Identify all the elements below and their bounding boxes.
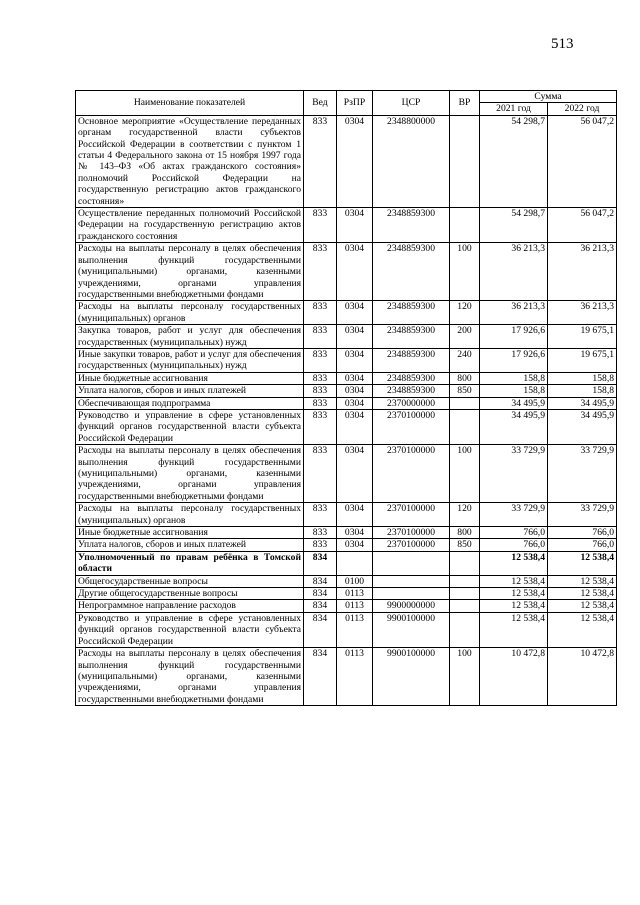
header-csr: ЦСР (373, 91, 450, 116)
row-vr: 850 (450, 539, 480, 551)
row-csr: 2370100000 (373, 409, 450, 444)
row-rzpr: 0304 (337, 372, 373, 384)
row-csr: 2370000000 (373, 397, 450, 409)
table-row (76, 612, 617, 647)
row-vr (450, 575, 480, 587)
row-sum-2022: 10 472,8 (548, 648, 617, 706)
row-sum-2021: 33 729,9 (480, 445, 548, 503)
row-rzpr: 0304 (337, 301, 373, 325)
table-row (76, 648, 617, 706)
row-csr: 2348800000 (373, 115, 450, 207)
row-sum-2021: 36 213,3 (480, 301, 548, 325)
row-rzpr: 0304 (337, 325, 373, 349)
table-row (76, 503, 617, 527)
row-rzpr: 0304 (337, 115, 373, 207)
row-ved: 833 (304, 243, 337, 301)
row-name: Уплата налогов, сборов и иных платежей (76, 539, 304, 551)
row-csr: 9900000000 (373, 600, 450, 612)
row-ved: 833 (304, 325, 337, 349)
row-name: Иные закупки товаров, работ и услуг для обеспечения государственных (муниципальных) нужд (76, 348, 304, 372)
row-vr: 100 (450, 648, 480, 706)
row-sum-2022: 34 495,9 (548, 409, 617, 444)
table-body (76, 115, 617, 705)
row-name: Уплата налогов, сборов и иных платежей (76, 385, 304, 397)
table-row (76, 372, 617, 384)
row-ved: 833 (304, 445, 337, 503)
row-sum-2021: 158,8 (480, 372, 548, 384)
row-sum-2021: 10 472,8 (480, 648, 548, 706)
row-rzpr: 0304 (337, 243, 373, 301)
row-vr (450, 397, 480, 409)
row-name: Расходы на выплаты персоналу государственных (муниципальных) органов (76, 503, 304, 527)
row-sum-2022: 158,8 (548, 372, 617, 384)
row-sum-2021: 17 926,6 (480, 348, 548, 372)
row-name: Обеспечивающая подпрограмма (76, 397, 304, 409)
row-rzpr: 0304 (337, 503, 373, 527)
row-vr: 120 (450, 503, 480, 527)
row-sum-2021: 34 495,9 (480, 397, 548, 409)
row-sum-2021: 12 538,4 (480, 600, 548, 612)
row-ved: 834 (304, 551, 337, 575)
row-csr: 2370100000 (373, 503, 450, 527)
row-ved: 833 (304, 539, 337, 551)
row-vr (450, 600, 480, 612)
row-sum-2021: 766,0 (480, 539, 548, 551)
row-csr (373, 551, 450, 575)
row-ved: 834 (304, 612, 337, 647)
row-csr: 2370100000 (373, 445, 450, 503)
row-sum-2021: 36 213,3 (480, 243, 548, 301)
row-name: Непрограммное направление расходов (76, 600, 304, 612)
row-csr: 9900100000 (373, 648, 450, 706)
row-rzpr: 0304 (337, 397, 373, 409)
row-name: Расходы на выплаты персоналу в целях обеспечения выполнения функций государственными (муниципальными) органами, казенными учреждениями, органами управления государственными внебюджетными фондами (76, 648, 304, 706)
row-sum-2021: 12 538,4 (480, 612, 548, 647)
header-year-2021: 2021 год (480, 103, 548, 115)
row-csr: 2348859300 (373, 372, 450, 384)
row-sum-2022: 33 729,9 (548, 503, 617, 527)
row-csr: 2348859300 (373, 325, 450, 349)
row-vr: 100 (450, 445, 480, 503)
row-vr: 120 (450, 301, 480, 325)
table-row (76, 551, 617, 575)
row-ved: 834 (304, 648, 337, 706)
row-ved: 833 (304, 397, 337, 409)
row-sum-2021: 54 298,7 (480, 208, 548, 243)
row-rzpr: 0113 (337, 612, 373, 647)
row-vr (450, 208, 480, 243)
row-sum-2022: 56 047,2 (548, 115, 617, 207)
row-sum-2022: 36 213,3 (548, 301, 617, 325)
row-vr (450, 115, 480, 207)
row-rzpr: 0304 (337, 208, 373, 243)
row-name: Расходы на выплаты персоналу государственных (муниципальных) органов (76, 301, 304, 325)
row-sum-2021: 158,8 (480, 385, 548, 397)
header-ved: Вед (304, 91, 337, 116)
row-ved: 833 (304, 348, 337, 372)
row-sum-2022: 12 538,4 (548, 575, 617, 587)
row-vr (450, 612, 480, 647)
row-sum-2021: 12 538,4 (480, 575, 548, 587)
row-csr: 2348859300 (373, 348, 450, 372)
row-csr: 2370100000 (373, 539, 450, 551)
row-name: Основное мероприятие «Осуществление переданных органам государственной власти субъектов Российской Федерации в соответствии с пунктом 1 статьи 4 Федерального закона от 15 ноября 1997 года № 143–ФЗ «Об актах гражданского состояния» полномочий Российской Федерации на государственную регистрацию актов гражданского состояния» (76, 115, 304, 207)
row-name: Расходы на выплаты персоналу в целях обеспечения выполнения функций государственными (муниципальными) органами, казенными учреждениями, органами управления государственными внебюджетными фондами (76, 445, 304, 503)
table-row (76, 208, 617, 243)
header-vr: ВР (450, 91, 480, 116)
table-row (76, 385, 617, 397)
row-rzpr: 0113 (337, 588, 373, 600)
row-name: Руководство и управление в сфере установленных функций органов государственной власти субъекта Российской Федерации (76, 409, 304, 444)
row-ved: 833 (304, 503, 337, 527)
row-rzpr: 0304 (337, 445, 373, 503)
row-vr (450, 588, 480, 600)
row-vr (450, 551, 480, 575)
row-vr: 850 (450, 385, 480, 397)
row-ved: 833 (304, 301, 337, 325)
row-vr (450, 409, 480, 444)
row-sum-2022: 766,0 (548, 539, 617, 551)
row-vr: 100 (450, 243, 480, 301)
row-sum-2021: 34 495,9 (480, 409, 548, 444)
row-ved: 833 (304, 409, 337, 444)
row-name: Другие общегосударственные вопросы (76, 588, 304, 600)
row-sum-2022: 19 675,1 (548, 325, 617, 349)
budget-table (75, 90, 617, 706)
row-sum-2021: 33 729,9 (480, 503, 548, 527)
table-row (76, 325, 617, 349)
page-number: 513 (551, 36, 574, 52)
row-sum-2021: 766,0 (480, 527, 548, 539)
row-sum-2022: 56 047,2 (548, 208, 617, 243)
header-rzpr: РзПР (337, 91, 373, 116)
row-ved: 833 (304, 527, 337, 539)
table-row (76, 409, 617, 444)
row-sum-2022: 12 538,4 (548, 588, 617, 600)
table-row (76, 445, 617, 503)
table-row (76, 539, 617, 551)
row-csr: 2348859300 (373, 301, 450, 325)
row-ved: 834 (304, 588, 337, 600)
row-ved: 833 (304, 385, 337, 397)
row-sum-2022: 33 729,9 (548, 445, 617, 503)
row-name: Иные бюджетные ассигнования (76, 527, 304, 539)
row-csr: 2348859300 (373, 385, 450, 397)
header-name: Наименование показателей (76, 91, 304, 116)
row-sum-2021: 54 298,7 (480, 115, 548, 207)
row-ved: 834 (304, 600, 337, 612)
row-name: Закупка товаров, работ и услуг для обеспечения государственных (муниципальных) нужд (76, 325, 304, 349)
row-csr (373, 588, 450, 600)
row-name: Расходы на выплаты персоналу в целях обеспечения выполнения функций государственными (муниципальными) органами, казенными учреждениями, органами управления государственными внебюджетными фондами (76, 243, 304, 301)
table-row (76, 527, 617, 539)
table-row (76, 588, 617, 600)
table-row (76, 397, 617, 409)
row-rzpr (337, 551, 373, 575)
row-sum-2021: 12 538,4 (480, 551, 548, 575)
row-name: Осуществление переданных полномочий Российской Федерации на государственную регистрацию актов гражданского состояния (76, 208, 304, 243)
table-row (76, 575, 617, 587)
row-vr: 800 (450, 372, 480, 384)
row-csr: 9900100000 (373, 612, 450, 647)
row-rzpr: 0304 (337, 409, 373, 444)
table-row (76, 301, 617, 325)
row-sum-2021: 17 926,6 (480, 325, 548, 349)
row-csr (373, 575, 450, 587)
row-csr: 2370100000 (373, 527, 450, 539)
row-name: Общегосударственные вопросы (76, 575, 304, 587)
row-rzpr: 0304 (337, 348, 373, 372)
row-ved: 833 (304, 115, 337, 207)
row-ved: 833 (304, 208, 337, 243)
table-row (76, 115, 617, 207)
row-rzpr: 0113 (337, 648, 373, 706)
row-name: Руководство и управление в сфере установленных функций органов государственной власти субъекта Российской Федерации (76, 612, 304, 647)
row-vr: 200 (450, 325, 480, 349)
row-name: Иные бюджетные ассигнования (76, 372, 304, 384)
header-sum: Сумма (480, 91, 617, 103)
table-row (76, 243, 617, 301)
row-sum-2022: 34 495,9 (548, 397, 617, 409)
row-rzpr: 0304 (337, 527, 373, 539)
row-sum-2022: 12 538,4 (548, 600, 617, 612)
row-sum-2022: 12 538,4 (548, 612, 617, 647)
row-ved: 834 (304, 575, 337, 587)
header-row (76, 91, 617, 103)
row-rzpr: 0304 (337, 539, 373, 551)
row-sum-2022: 36 213,3 (548, 243, 617, 301)
row-ved: 833 (304, 372, 337, 384)
row-sum-2022: 766,0 (548, 527, 617, 539)
header-year-2022: 2022 год (548, 103, 617, 115)
table-row (76, 600, 617, 612)
row-sum-2022: 158,8 (548, 385, 617, 397)
row-vr: 800 (450, 527, 480, 539)
row-rzpr: 0113 (337, 600, 373, 612)
row-csr: 2348859300 (373, 208, 450, 243)
row-sum-2022: 19 675,1 (548, 348, 617, 372)
row-rzpr: 0100 (337, 575, 373, 587)
row-csr: 2348859300 (373, 243, 450, 301)
row-rzpr: 0304 (337, 385, 373, 397)
row-sum-2022: 12 538,4 (548, 551, 617, 575)
row-vr: 240 (450, 348, 480, 372)
table-row (76, 348, 617, 372)
row-name: Уполномоченный по правам ребёнка в Томской области (76, 551, 304, 575)
row-sum-2021: 12 538,4 (480, 588, 548, 600)
